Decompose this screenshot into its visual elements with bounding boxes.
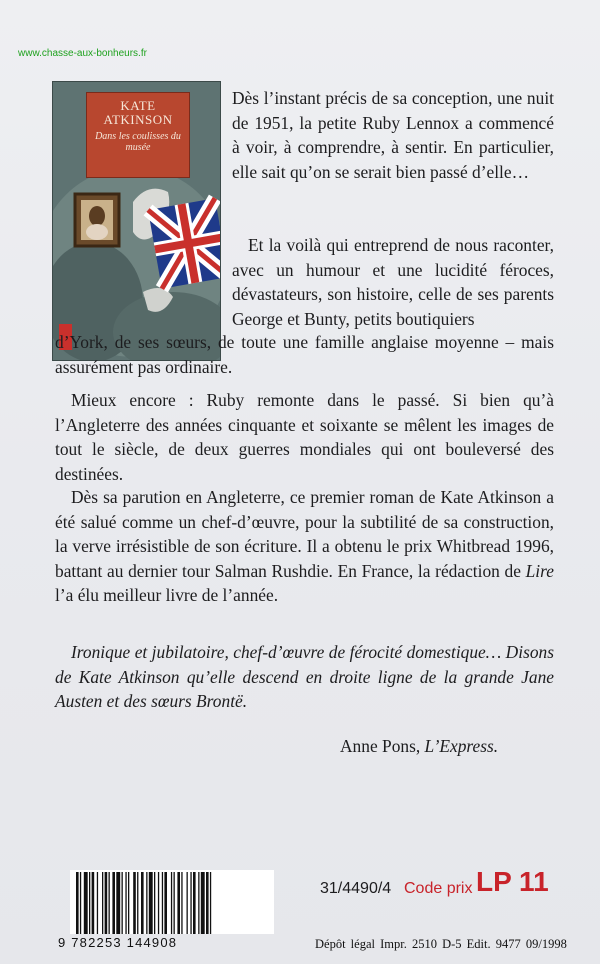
- blurb-paragraph-4: [55, 485, 554, 608]
- barcode-bar: [92, 872, 95, 934]
- barcode-bar: [76, 872, 79, 934]
- barcode-bar: [206, 872, 209, 934]
- barcode: [70, 870, 274, 934]
- cover-thumbnail: [53, 82, 220, 360]
- barcode-bar: [201, 872, 205, 934]
- blurb-paragraph-1: Dès l’instant précis de sa conception, une nuit de 1951, la petite Ruby Lennox a commencé à voir, à comprendre, à sentir. En particulier, elle sait qu’on se serait bien passé d’elle…: [232, 88, 554, 182]
- barcode-bar: [112, 872, 115, 934]
- catalog-code: 31/4490/4: [320, 880, 392, 897]
- barcode-digits: 9 782253 144908: [58, 935, 178, 950]
- cover-title: Dans les coulisses du musée: [95, 131, 181, 153]
- cover-label: [86, 92, 190, 178]
- barcode-bar: [125, 872, 126, 934]
- barcode-bar: [162, 872, 163, 934]
- barcode-bar: [141, 872, 144, 934]
- barcode-bar: [174, 872, 175, 934]
- barcode-bar: [154, 872, 155, 934]
- barcode-bar: [171, 872, 172, 934]
- cover-author: KATE ATKINSON: [103, 98, 173, 127]
- barcode-bar: [198, 872, 199, 934]
- barcode-bar: [210, 872, 211, 934]
- barcode-bar: [149, 872, 153, 934]
- price-label: Code prix: [404, 880, 473, 897]
- signature-author: Anne Pons,: [340, 736, 425, 756]
- barcode-bar: [158, 872, 159, 934]
- barcode-bar: [137, 872, 138, 934]
- magazine-name: Lire: [525, 560, 554, 581]
- barcode-bar: [109, 872, 110, 934]
- paragraph-4-end: l’a élu meilleur livre de l’année.: [55, 585, 279, 605]
- barcode-bar: [80, 872, 81, 934]
- blurb-paragraph-3: Mieux encore : Ruby remonte dans le passé. Si bien qu’à l’Angleterre des années cinquante et soixante se mêlent les images de tout le siècle, de deux guerres mondiales qui ont bouleversé des destinées.: [55, 390, 554, 484]
- barcode-bar: [187, 872, 188, 934]
- paragraph-4-text: Dès sa parution en Angleterre, ce premier roman de Kate Atkinson a été salué comme un chef-d’œuvre, pour la subtilité de sa construction, la verve irrésistible de son écriture. Il a obtenu le prix Whitbread 1996, battant au dernier tour Salman Rushdie. En France, la rédaction de: [55, 487, 554, 581]
- barcode-bar: [128, 872, 129, 934]
- barcode-bar: [133, 872, 136, 934]
- price-code: LP 11: [476, 866, 549, 897]
- barcode-bar: [164, 872, 167, 934]
- barcode-bar: [89, 872, 90, 934]
- barcode-bar: [105, 872, 108, 934]
- barcode-bar: [181, 872, 182, 934]
- legal-deposit: Dépôt légal Impr. 2510 D-5 Edit. 9477 09/1998: [315, 937, 567, 951]
- barcode-bar: [193, 872, 196, 934]
- barcode-bar: [97, 872, 98, 934]
- blurb-paragraph-2b: d’York, de ses sœurs, de toute une famille anglaise moyenne – mais assurément pas ordinaire.: [55, 332, 554, 377]
- barcode-bar: [122, 872, 123, 934]
- barcode-bar: [146, 872, 147, 934]
- barcode-bar: [177, 872, 180, 934]
- barcode-bar: [102, 872, 103, 934]
- barcode-bar: [116, 872, 120, 934]
- signature-source: L’Express.: [424, 736, 499, 756]
- watermark: www.chasse-aux-bonheurs.fr: [18, 48, 147, 59]
- blurb-paragraph-2a: Et la voilà qui entreprend de nous raconter, avec un humour et une lucidité féroces, dévastateurs, son histoire, celle de ses parents George et Bunty, petits boutiquiers: [232, 235, 554, 329]
- press-quote: Ironique et jubilatoire, chef-d’œuvre de férocité domestique… Disons de Kate Atkinson qu’elle descend en droite ligne de la grande Jane Austen et des sœurs Brontë.: [55, 642, 554, 711]
- barcode-bar: [190, 872, 191, 934]
- quote-signature: [340, 736, 498, 757]
- barcode-bar: [84, 872, 88, 934]
